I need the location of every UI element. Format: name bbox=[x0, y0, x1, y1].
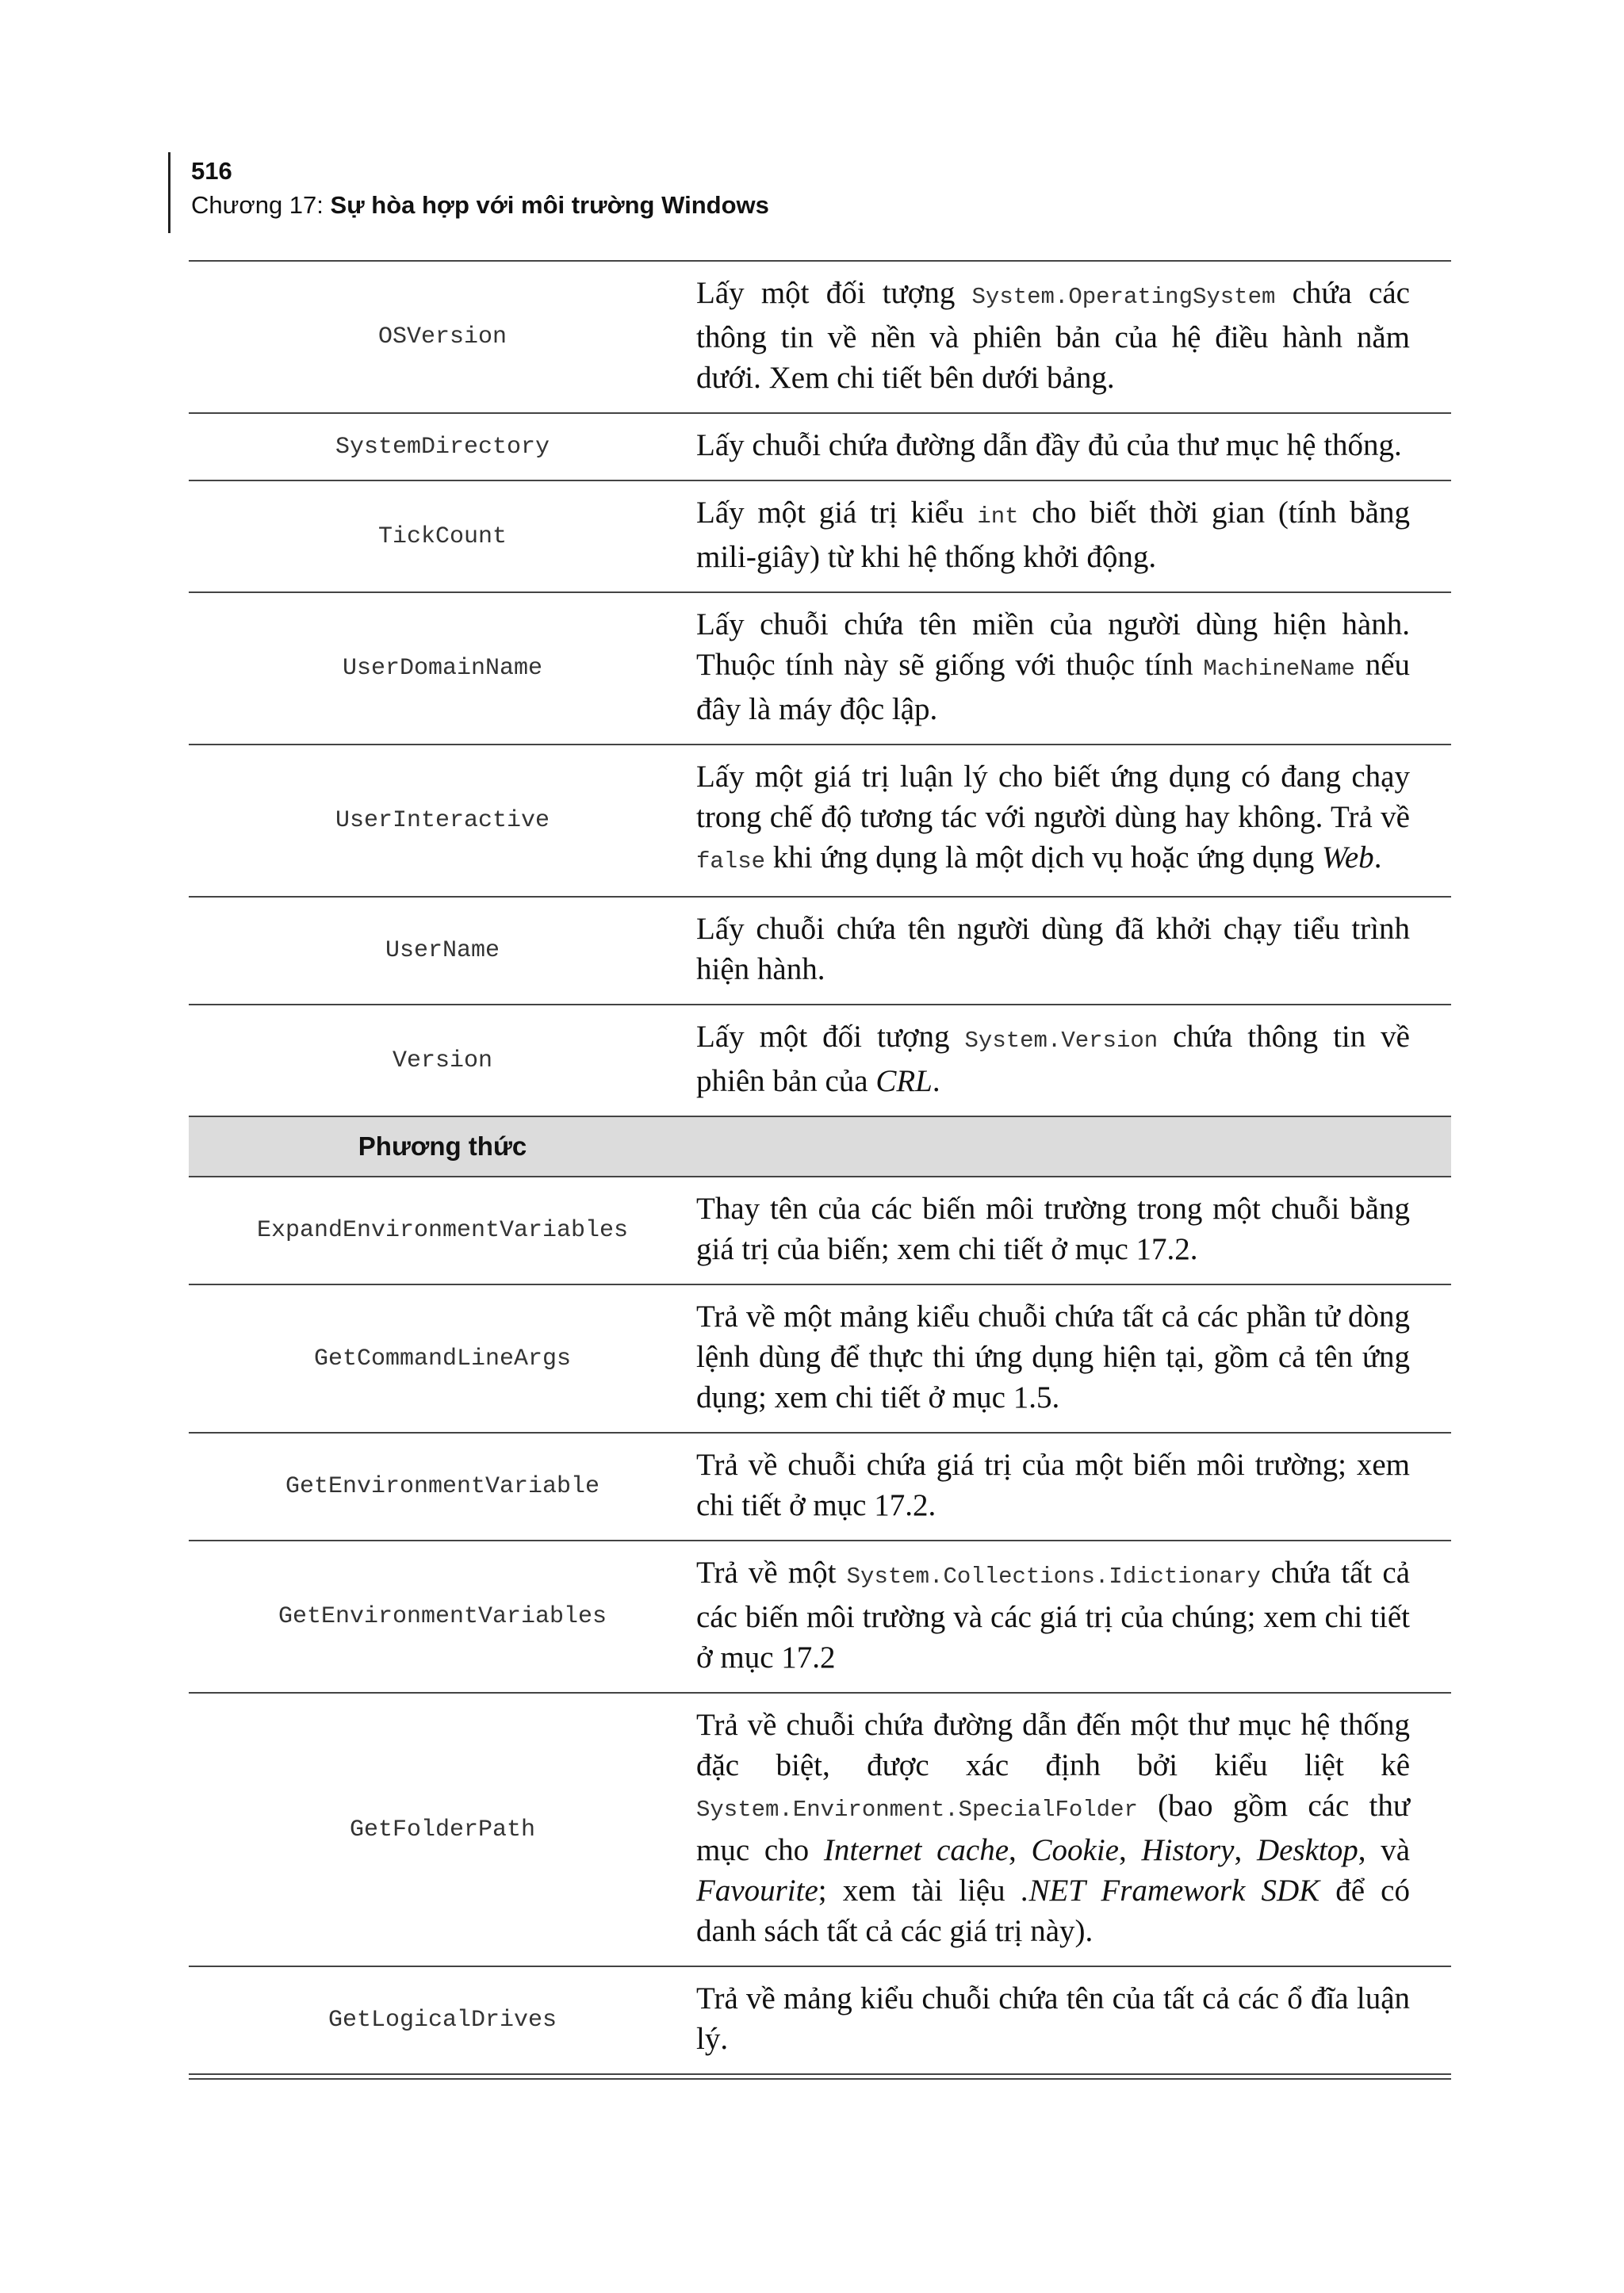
properties-group bbox=[189, 260, 1451, 1116]
property-row bbox=[189, 260, 1451, 412]
description-text: chứa các thông tin về nền và phiên bản của hệ điều hành nằm dưới. Xem chi tiết bên dưới bảng. bbox=[696, 276, 1410, 395]
property-description bbox=[696, 262, 1427, 412]
chapter-prefix: Chương 17: bbox=[191, 191, 331, 219]
property-row bbox=[189, 412, 1451, 480]
italic-term: CRL bbox=[875, 1064, 933, 1098]
methods-section-label: Phương thức bbox=[358, 1131, 527, 1161]
property-row bbox=[189, 591, 1451, 744]
property-description bbox=[696, 481, 1427, 591]
property-name: UserName bbox=[385, 937, 500, 964]
description-text: . bbox=[932, 1064, 940, 1098]
italic-term: .NET Framework SDK bbox=[1021, 1874, 1320, 1908]
property-description bbox=[696, 745, 1427, 896]
description-text: Trả về một mảng kiểu chuỗi chứa tất cả các phần tử dòng lệnh dùng để thực thi ứng dụng hiện tại, gồm cả tên ứng dụng; xem chi tiết ở mục 1.5. bbox=[696, 1300, 1410, 1414]
description-text: nếu đây là máy độc lập. bbox=[696, 648, 1410, 726]
description-text: Lấy một giá trị luận lý cho biết ứng dụng có đang chạy trong chế độ tương tác với người dùng hay không. Trả về bbox=[696, 760, 1410, 834]
method-description bbox=[696, 1541, 1427, 1692]
method-name: GetLogicalDrives bbox=[327, 2007, 557, 2034]
description-text: Lấy chuỗi chứa tên miền của người dùng hiện hành. Thuộc tính này sẽ giống với thuộc tính bbox=[696, 607, 1410, 682]
description-text: , và bbox=[1358, 1833, 1411, 1867]
description-text: , bbox=[1009, 1833, 1032, 1867]
code-term: System.Version bbox=[964, 1028, 1159, 1054]
description-text: Lấy chuỗi chứa tên người dùng đã khởi chạy tiểu trình hiện hành. bbox=[696, 912, 1410, 986]
italic-term: Internet cache bbox=[823, 1833, 1009, 1867]
description-text: (bao gồm các thư mục cho bbox=[696, 1789, 1410, 1867]
method-name: ExpandEnvironmentVariables bbox=[256, 1217, 629, 1244]
methods-group bbox=[189, 1176, 1451, 2073]
code-term: false bbox=[696, 848, 766, 875]
method-row bbox=[189, 1966, 1451, 2073]
description-text: Lấy một đối tượng bbox=[696, 276, 972, 310]
method-row bbox=[189, 1540, 1451, 1692]
code-term: System.OperatingSystem bbox=[971, 284, 1276, 310]
description-text: , bbox=[1234, 1833, 1257, 1867]
property-name: TickCount bbox=[377, 523, 508, 550]
code-term: int bbox=[977, 503, 1019, 530]
description-text: chứa tất cả các biến môi trường và các giá trị của chúng; xem chi tiết ở mục 17.2 bbox=[696, 1556, 1410, 1675]
property-name: OSVersion bbox=[377, 323, 508, 350]
property-row bbox=[189, 480, 1451, 591]
method-description bbox=[696, 1177, 1427, 1284]
property-description bbox=[696, 1005, 1427, 1116]
method-description bbox=[696, 1967, 1427, 2073]
property-description bbox=[696, 593, 1427, 744]
method-row bbox=[189, 1692, 1451, 1966]
method-name: GetEnvironmentVariables bbox=[278, 1603, 607, 1630]
method-description bbox=[696, 1694, 1427, 1966]
italic-term: Web bbox=[1321, 840, 1374, 875]
italic-term: Cookie bbox=[1031, 1833, 1119, 1867]
method-row bbox=[189, 1284, 1451, 1432]
chapter-heading bbox=[191, 187, 769, 224]
code-term: System.Collections.Idictionary bbox=[846, 1564, 1261, 1590]
description-text: khi ứng dụng là một dịch vụ hoặc ứng dụng bbox=[765, 840, 1322, 875]
method-description bbox=[696, 1285, 1427, 1432]
method-row bbox=[189, 1432, 1451, 1540]
method-row bbox=[189, 1176, 1451, 1284]
chapter-title: Sự hòa hợp với môi trường Windows bbox=[330, 191, 769, 219]
method-name: GetCommandLineArgs bbox=[313, 1345, 572, 1372]
property-name: UserInteractive bbox=[335, 807, 550, 834]
description-text: chứa thông tin về phiên bản của bbox=[696, 1020, 1410, 1098]
italic-term: Desktop bbox=[1256, 1833, 1358, 1867]
property-name: UserDomainName bbox=[342, 655, 543, 682]
description-text: Trả về chuỗi chứa đường dẫn đến một thư mục hệ thống đặc biệt, được xác định bởi kiểu liệt kê bbox=[696, 1708, 1410, 1782]
page-number: 516 bbox=[191, 157, 232, 185]
italic-term: History bbox=[1141, 1833, 1235, 1867]
description-text: để có danh sách tất cả các giá trị này). bbox=[696, 1874, 1410, 1948]
description-text: Lấy chuỗi chứa đường dẫn đầy đủ của thư mục hệ thống. bbox=[696, 428, 1402, 462]
description-text: cho biết thời gian (tính bằng mili-giây) từ khi hệ thống khởi động. bbox=[696, 496, 1410, 574]
description-text: Lấy một giá trị kiểu bbox=[696, 496, 978, 530]
description-text: Trả về chuỗi chứa giá trị của một biến môi trường; xem chi tiết ở mục 17.2. bbox=[696, 1448, 1410, 1522]
environment-members-table bbox=[189, 260, 1451, 2080]
property-row bbox=[189, 896, 1451, 1004]
method-name: GetEnvironmentVariable bbox=[285, 1473, 600, 1500]
description-text: Trả về mảng kiểu chuỗi chứa tên của tất cả các ổ đĩa luận lý. bbox=[696, 1981, 1410, 2056]
methods-section-header bbox=[189, 1116, 1451, 1176]
code-term: System.Environment.SpecialFolder bbox=[696, 1797, 1138, 1823]
description-text: Trả về một bbox=[696, 1556, 847, 1590]
italic-term: Favourite bbox=[696, 1874, 818, 1908]
property-name: SystemDirectory bbox=[335, 433, 550, 461]
property-description bbox=[696, 414, 1427, 480]
description-text: , bbox=[1118, 1833, 1142, 1867]
method-name: GetFolderPath bbox=[349, 1816, 536, 1843]
description-text: ; xem tài liệu bbox=[818, 1874, 1021, 1908]
property-row bbox=[189, 1004, 1451, 1116]
description-text: Lấy một đối tượng bbox=[696, 1020, 965, 1054]
property-description bbox=[696, 898, 1427, 1004]
description-text: Thay tên của các biến môi trường trong một chuỗi bằng giá trị của biến; xem chi tiết ở mục 17.2. bbox=[696, 1192, 1410, 1266]
property-name: Version bbox=[392, 1047, 493, 1074]
page-header bbox=[168, 152, 769, 233]
method-description bbox=[696, 1434, 1427, 1540]
description-text: . bbox=[1373, 840, 1382, 875]
code-term: MachineName bbox=[1203, 656, 1355, 682]
property-row bbox=[189, 744, 1451, 896]
table-end-rule bbox=[189, 2073, 1451, 2080]
